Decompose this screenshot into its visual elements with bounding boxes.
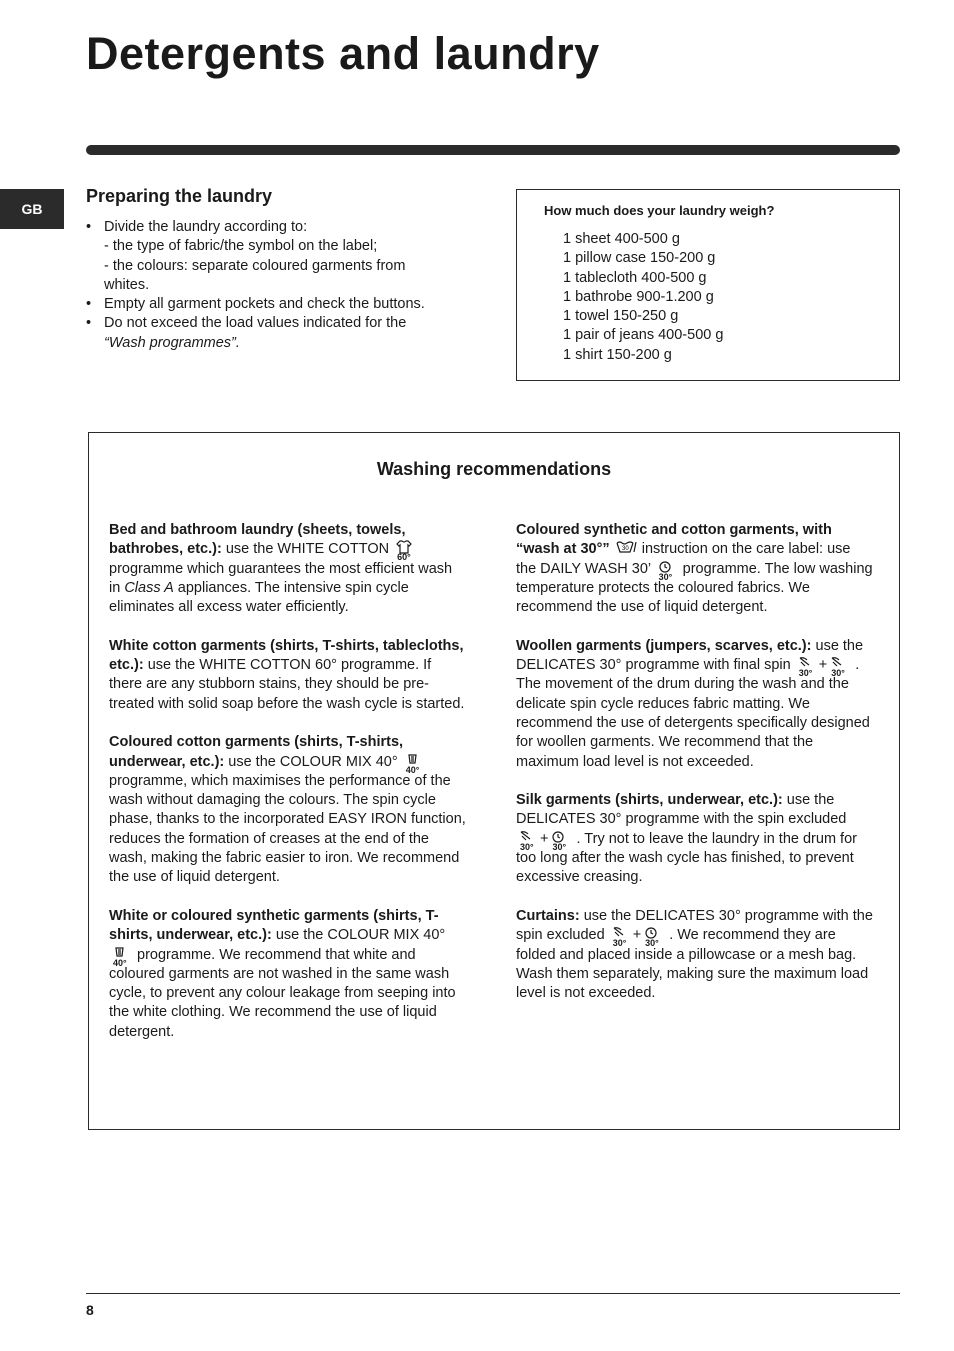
- paragraph-title: Coloured cotton garments (shirts, T-shirts, underwear, etc.):: [109, 734, 404, 770]
- washing-box: [88, 432, 900, 1130]
- delicates-spin-icon: 30°: [829, 656, 849, 674]
- paragraph-text: . Try not to leave the laundry in the drum for too long after the wash cycle has finished, to prevent excessive creasing.: [516, 830, 857, 886]
- paragraph-title: Curtains:: [516, 907, 580, 924]
- list-item-subtext: - the colours: separate coloured garments from whites.: [104, 257, 406, 293]
- delicates-icon: 30°: [611, 926, 631, 944]
- paragraph-bed: [109, 521, 467, 617]
- list-item: 1 shirt 150-200 g: [563, 346, 672, 363]
- paragraph-text: use the WHITE COTTON: [225, 541, 390, 558]
- paragraph-curtains: Curtains: use the DELICATES 30° programme with the spin excluded 30° + 30° . We recommend they are folded and placed inside a pillowcase or a mesh bag. Wash them separately, making sure the maximum load level is not exceeded.: [516, 907, 873, 1002]
- paragraph-white-cotton: [109, 637, 467, 714]
- washing-column-right: [516, 521, 874, 1023]
- paragraph-title: Coloured synthetic and cotton garments, with “wash at 30°”: [516, 522, 832, 558]
- list-item-subtext: - the type of fabric/the symbol on the label;: [104, 238, 378, 255]
- paragraph-text: programme. The low washing temperature protects the coloured fabrics. We recommend the use of liquid detergent.: [516, 560, 873, 616]
- paragraph-text: use the WHITE COTTON 60° programme. If there are any stubborn stains, they should be pre-treated with solid soap before the wash cycle is started.: [109, 657, 465, 712]
- weight-box: [516, 189, 900, 381]
- paragraph-text: programme. We recommend that white and coloured garments are not washed in the same wash cycle, to prevent any colour leakage from seeping into the white clothing. We recommend the use of liquid detergent.: [109, 946, 456, 1040]
- list-item: 1 pair of jeans 400-500 g: [563, 327, 724, 344]
- paragraph-title: Silk garments (shirts, underwear, etc.):: [516, 792, 783, 809]
- colour-mix-icon: 40°: [404, 753, 424, 771]
- paragraph-text: use the DELICATES 30° programme with final spin: [516, 637, 864, 674]
- language-tab: GB: [0, 189, 64, 229]
- delicates-icon: 30°: [518, 830, 538, 848]
- wash-30-care-icon: [616, 540, 636, 558]
- paragraph-text: use the DELICATES 30° programme with the spin excluded: [516, 907, 873, 944]
- list-item-text: Do not exceed the load values indicated for the: [104, 315, 407, 332]
- paragraph-woollen: Woollen garments (jumpers, scarves, etc.): use the DELICATES 30° programme with final spin 30° + 30° . The movement of the drum during the wash and the delicate spin cycle reduces fabric matting. We recommend the use of detergents specifically designed for woollen garments. We recommend that the maximum load level is not exceeded.: [516, 637, 870, 770]
- list-item: [86, 295, 446, 314]
- list-item-italic: “Wash programmes”.: [104, 334, 240, 351]
- paragraph-text: programme, which maximises the performance of the wash without damaging the colours. The spin cycle phase, thanks to the incorporated EASY IRON function, reduces the formation of creases at the end of the wash, making the fabric easier to iron. We recommend the use of liquid detergent.: [109, 772, 466, 886]
- daily-wash-icon: 30°: [657, 560, 677, 578]
- footer-rule: [86, 1293, 900, 1294]
- list-item: 1 towel 150-250 g: [563, 308, 679, 325]
- list-item: 1 bathrobe 900-1.200 g: [563, 288, 714, 305]
- washing-heading: Washing recommendations: [376, 459, 612, 479]
- list-item: 1 sheet 400-500 g: [563, 231, 680, 247]
- svg-text:30: 30: [621, 546, 629, 553]
- paragraph-text: use the COLOUR MIX 40°: [275, 927, 446, 944]
- list-item-text: • Divide the laundry according to:: [104, 219, 308, 235]
- spin-excluded-icon: 30°: [643, 926, 663, 944]
- list-item: [86, 314, 446, 353]
- list-item: 1 pillow case 150-200 g: [563, 250, 716, 267]
- list-item-text: Empty all garment pockets and check the buttons.: [104, 296, 425, 313]
- page-title: Detergents and laundry: [86, 28, 600, 79]
- paragraph-text: use the DELICATES 30° programme with the spin excluded: [516, 792, 847, 828]
- paragraph-synthetic: [109, 907, 467, 1042]
- page-number: 8: [86, 1302, 94, 1318]
- list-item: [86, 218, 446, 295]
- paragraph-italic: Class A: [124, 579, 174, 596]
- preparing-heading: Preparing the laundry: [86, 186, 273, 206]
- paragraph-coloured-synthetic: [516, 521, 874, 617]
- paragraph-title: White cotton garments (shirts, T-shirts, tablecloths, etc.):: [109, 637, 464, 674]
- shirt-icon: 60°: [395, 540, 415, 558]
- paragraph-title: Bed and bathroom laundry (sheets, towels, bathrobes, etc.):: [109, 522, 406, 558]
- paragraph-title: Woollen garments (jumpers, scarves, etc.):: [516, 637, 812, 654]
- paragraph-text: appliances. The intensive spin cycle eliminates all excess water efficiently.: [109, 579, 409, 616]
- washing-column-left: [109, 521, 467, 1061]
- colour-mix-icon: 40°: [111, 946, 131, 964]
- spin-excluded-icon: 30°: [550, 830, 570, 848]
- paragraph-text: instruction on the care label: use the DAILY WASH 30’: [516, 541, 851, 577]
- title-rule: [86, 145, 900, 155]
- list-item: 1 tablecloth 400-500 g: [563, 269, 707, 286]
- paragraph-text: . The movement of the drum during the wash and the delicate spin cycle reduces fabric matting. We recommend the use of detergents specifically designed for woollen garments. We recommend that the maximum load level is not exceeded.: [516, 657, 870, 770]
- preparing-list: [86, 218, 446, 353]
- paragraph-text: programme which guarantees the most efficient wash in: [109, 560, 453, 596]
- weight-heading: How much does your laundry weigh?: [544, 203, 775, 218]
- paragraph-text: . We recommend they are folded and placed inside a pillowcase or a mesh bag. Wash them separately, making sure the maximum load level is not exceeded.: [516, 927, 869, 1002]
- paragraph-silk: Silk garments (shirts, underwear, etc.): use the DELICATES 30° programme with the spin excluded 30° + 30° . Try not to leave the laundry in the drum for too long after the wash cycle has finished, to prevent excessive creasing.: [516, 792, 857, 886]
- paragraph-text: use the COLOUR MIX 40°: [228, 753, 398, 770]
- paragraph-coloured-cotton: [109, 733, 467, 887]
- paragraph-title: White or coloured synthetic garments (shirts, T-shirts, underwear, etc.):: [109, 907, 439, 944]
- weight-list: [563, 230, 723, 365]
- delicates-icon: 30°: [797, 656, 817, 674]
